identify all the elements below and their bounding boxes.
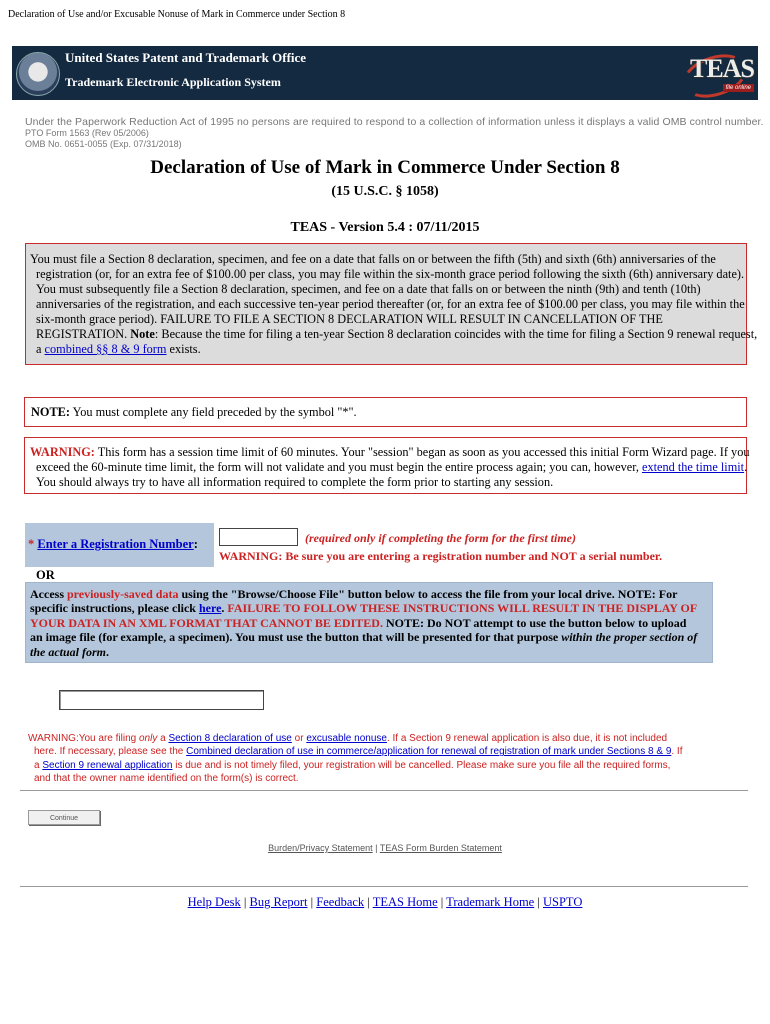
info-line: You must subsequently file a Section 8 declaration, specimen, and fee on a date that falls on or between the ninth (9th) and tenth (10th) — [36, 282, 701, 296]
excusable-nonuse-link[interactable]: excusable nonuse — [306, 733, 387, 744]
note-box — [24, 397, 747, 427]
info-line: anniversaries of the registration, and each successive ten-year period thereafter (or, for an extra fee of $100.00 per class, you may file within the — [36, 297, 745, 311]
document-title: Declaration of Use and/or Excusable Nonuse of Mark in Commerce under Section 8 — [8, 9, 346, 20]
page-subtitle: (15 U.S.C. § 1058) — [331, 184, 439, 199]
session-warning-box — [24, 437, 750, 494]
registration-required-note: (required only if completing the form for the first time) — [305, 531, 576, 545]
extend-time-limit-link[interactable]: extend the time limit — [641, 460, 745, 474]
pto-form-number: PTO Form 1563 (Rev 05/2006) — [25, 128, 149, 138]
teas-logo — [676, 50, 756, 96]
registration-label-cell — [25, 523, 214, 567]
or-label: OR — [36, 568, 55, 582]
burden-privacy-link[interactable]: Burden/Privacy Statement — [268, 843, 373, 853]
divider — [20, 790, 748, 791]
feedback-link[interactable]: Feedback — [316, 895, 365, 909]
paperwork-notice — [25, 117, 764, 150]
uspto-link[interactable]: USPTO — [543, 895, 583, 909]
system-name: Trademark Electronic Application System — [65, 75, 281, 89]
info-line: registration (or, for an extra fee of $100.00 per class, you may file within the six-month grace period following the sixth (6th) anniversary date). — [36, 267, 745, 281]
info-line: You must file a Section 8 declaration, specimen, and fee on a date that falls on or between the fifth (5th) and sixth (6th) anniversaries of the — [30, 252, 716, 266]
header-banner — [12, 46, 758, 100]
section-9-renewal-link[interactable]: Section 9 renewal application — [42, 759, 173, 771]
continue-button[interactable]: Continue — [28, 810, 100, 825]
help-desk-link[interactable]: Help Desk — [187, 895, 241, 909]
footer-links: Help Desk | Bug Report | Feedback | TEAS Home | Trademark Home | USPTO — [187, 895, 583, 909]
filing-scope-warning: WARNING:You are filing only a Section 8 declaration of use or excusable nonuse. If a Section 9 renewal application is also due, it is not included here. If necessary, please see the Combined declaration of use in commerce/application for renewal of registration of mark under Sections 8 & 9. If a Section 9 renewal application is due and is not timely filed, your registration will be cancelled. Please make sure you file all the required forms, and that the owner name identified on the form(s) is correct. — [28, 733, 683, 784]
logo-tagline: file online — [723, 84, 754, 92]
saved-file-input[interactable] — [59, 690, 264, 710]
info-line: a combined §§ 8 & 9 form exists. — [36, 342, 201, 356]
info-line: REGISTRATION. Note: Because the time for filing a ten-year Section 8 declaration coincides with the time for filing a Section 9 renewal request, — [36, 327, 758, 341]
org-name: United States Patent and Trademark Office — [65, 50, 307, 65]
registration-number-help-link[interactable]: Enter a Registration Number — [37, 537, 194, 551]
uspto-seal-icon — [16, 52, 60, 96]
session-warning-text: WARNING: This form has a session time limit of 60 minutes. Your "session" began as soon as you accessed this initial Form Wizard page. If you exceed the 60-minute time limit, the form will not validate and you must begin the entire process again; you can, however, extend the time limit. You should always try to have all information required to complete the form prior to starting any session. — [30, 445, 750, 489]
burden-links: Burden/Privacy Statement | TEAS Form Burden Statement — [268, 843, 502, 853]
saved-data-instructions: Access previously-saved data using the "Browse/Choose File" button below to access the file from your local drive. NOTE: For specific instructions, please click here. FAILURE TO FOLLOW THESE INSTRUCTIONS WILL RESULT IN THE DISPLAY OF YOUR DATA IN AN XML FORMAT THAT CANNOT BE EDITED. NOTE: Do NOT attempt to use the button below to upload an image file (for example, a specimen). You must use the button that will be presented for that purpose within the proper section of the actual form. — [25, 582, 713, 663]
required-star: * — [28, 537, 35, 551]
page-title: Declaration of Use of Mark in Commerce Under Section 8 — [150, 157, 620, 178]
logo-text: TEAS — [690, 54, 754, 83]
combined-8-9-form-link[interactable]: combined §§ 8 & 9 form — [44, 342, 167, 356]
omb-number: OMB No. 0651-0055 (Exp. 07/31/2018) — [25, 139, 182, 149]
registration-number-input[interactable] — [219, 528, 298, 546]
info-line: six-month grace period). FAILURE TO FILE A SECTION 8 DECLARATION WILL RESULT IN CANCELLATION OF THE — [36, 312, 663, 326]
registration-label: * Enter a Registration Number: — [28, 537, 198, 551]
combined-declaration-link[interactable]: Combined declaration of use in commerce/application for renewal of registration of mark under Sections 8 & 9 — [186, 746, 672, 758]
teas-form-burden-link[interactable]: TEAS Form Burden Statement — [379, 843, 502, 853]
pra-statement: Under the Paperwork Reduction Act of 1995 no persons are required to respond to a collection of information unless it displays a valid OMB control number. — [25, 116, 764, 128]
registration-warning: WARNING: Be sure you are entering a registration number and NOT a serial number. — [219, 549, 663, 563]
note-text: NOTE: You must complete any field preceded by the symbol "*". — [31, 405, 357, 419]
instructions-here-link[interactable]: here — [198, 601, 222, 616]
teas-home-link[interactable]: TEAS Home — [372, 895, 438, 909]
bug-report-link[interactable]: Bug Report — [249, 895, 308, 909]
section-8-declaration-link[interactable]: Section 8 declaration of use — [168, 733, 292, 744]
filing-info-box — [25, 243, 758, 365]
trademark-home-link[interactable]: Trademark Home — [446, 895, 535, 909]
divider — [20, 886, 748, 887]
form-version: TEAS - Version 5.4 : 07/11/2015 — [290, 220, 480, 235]
